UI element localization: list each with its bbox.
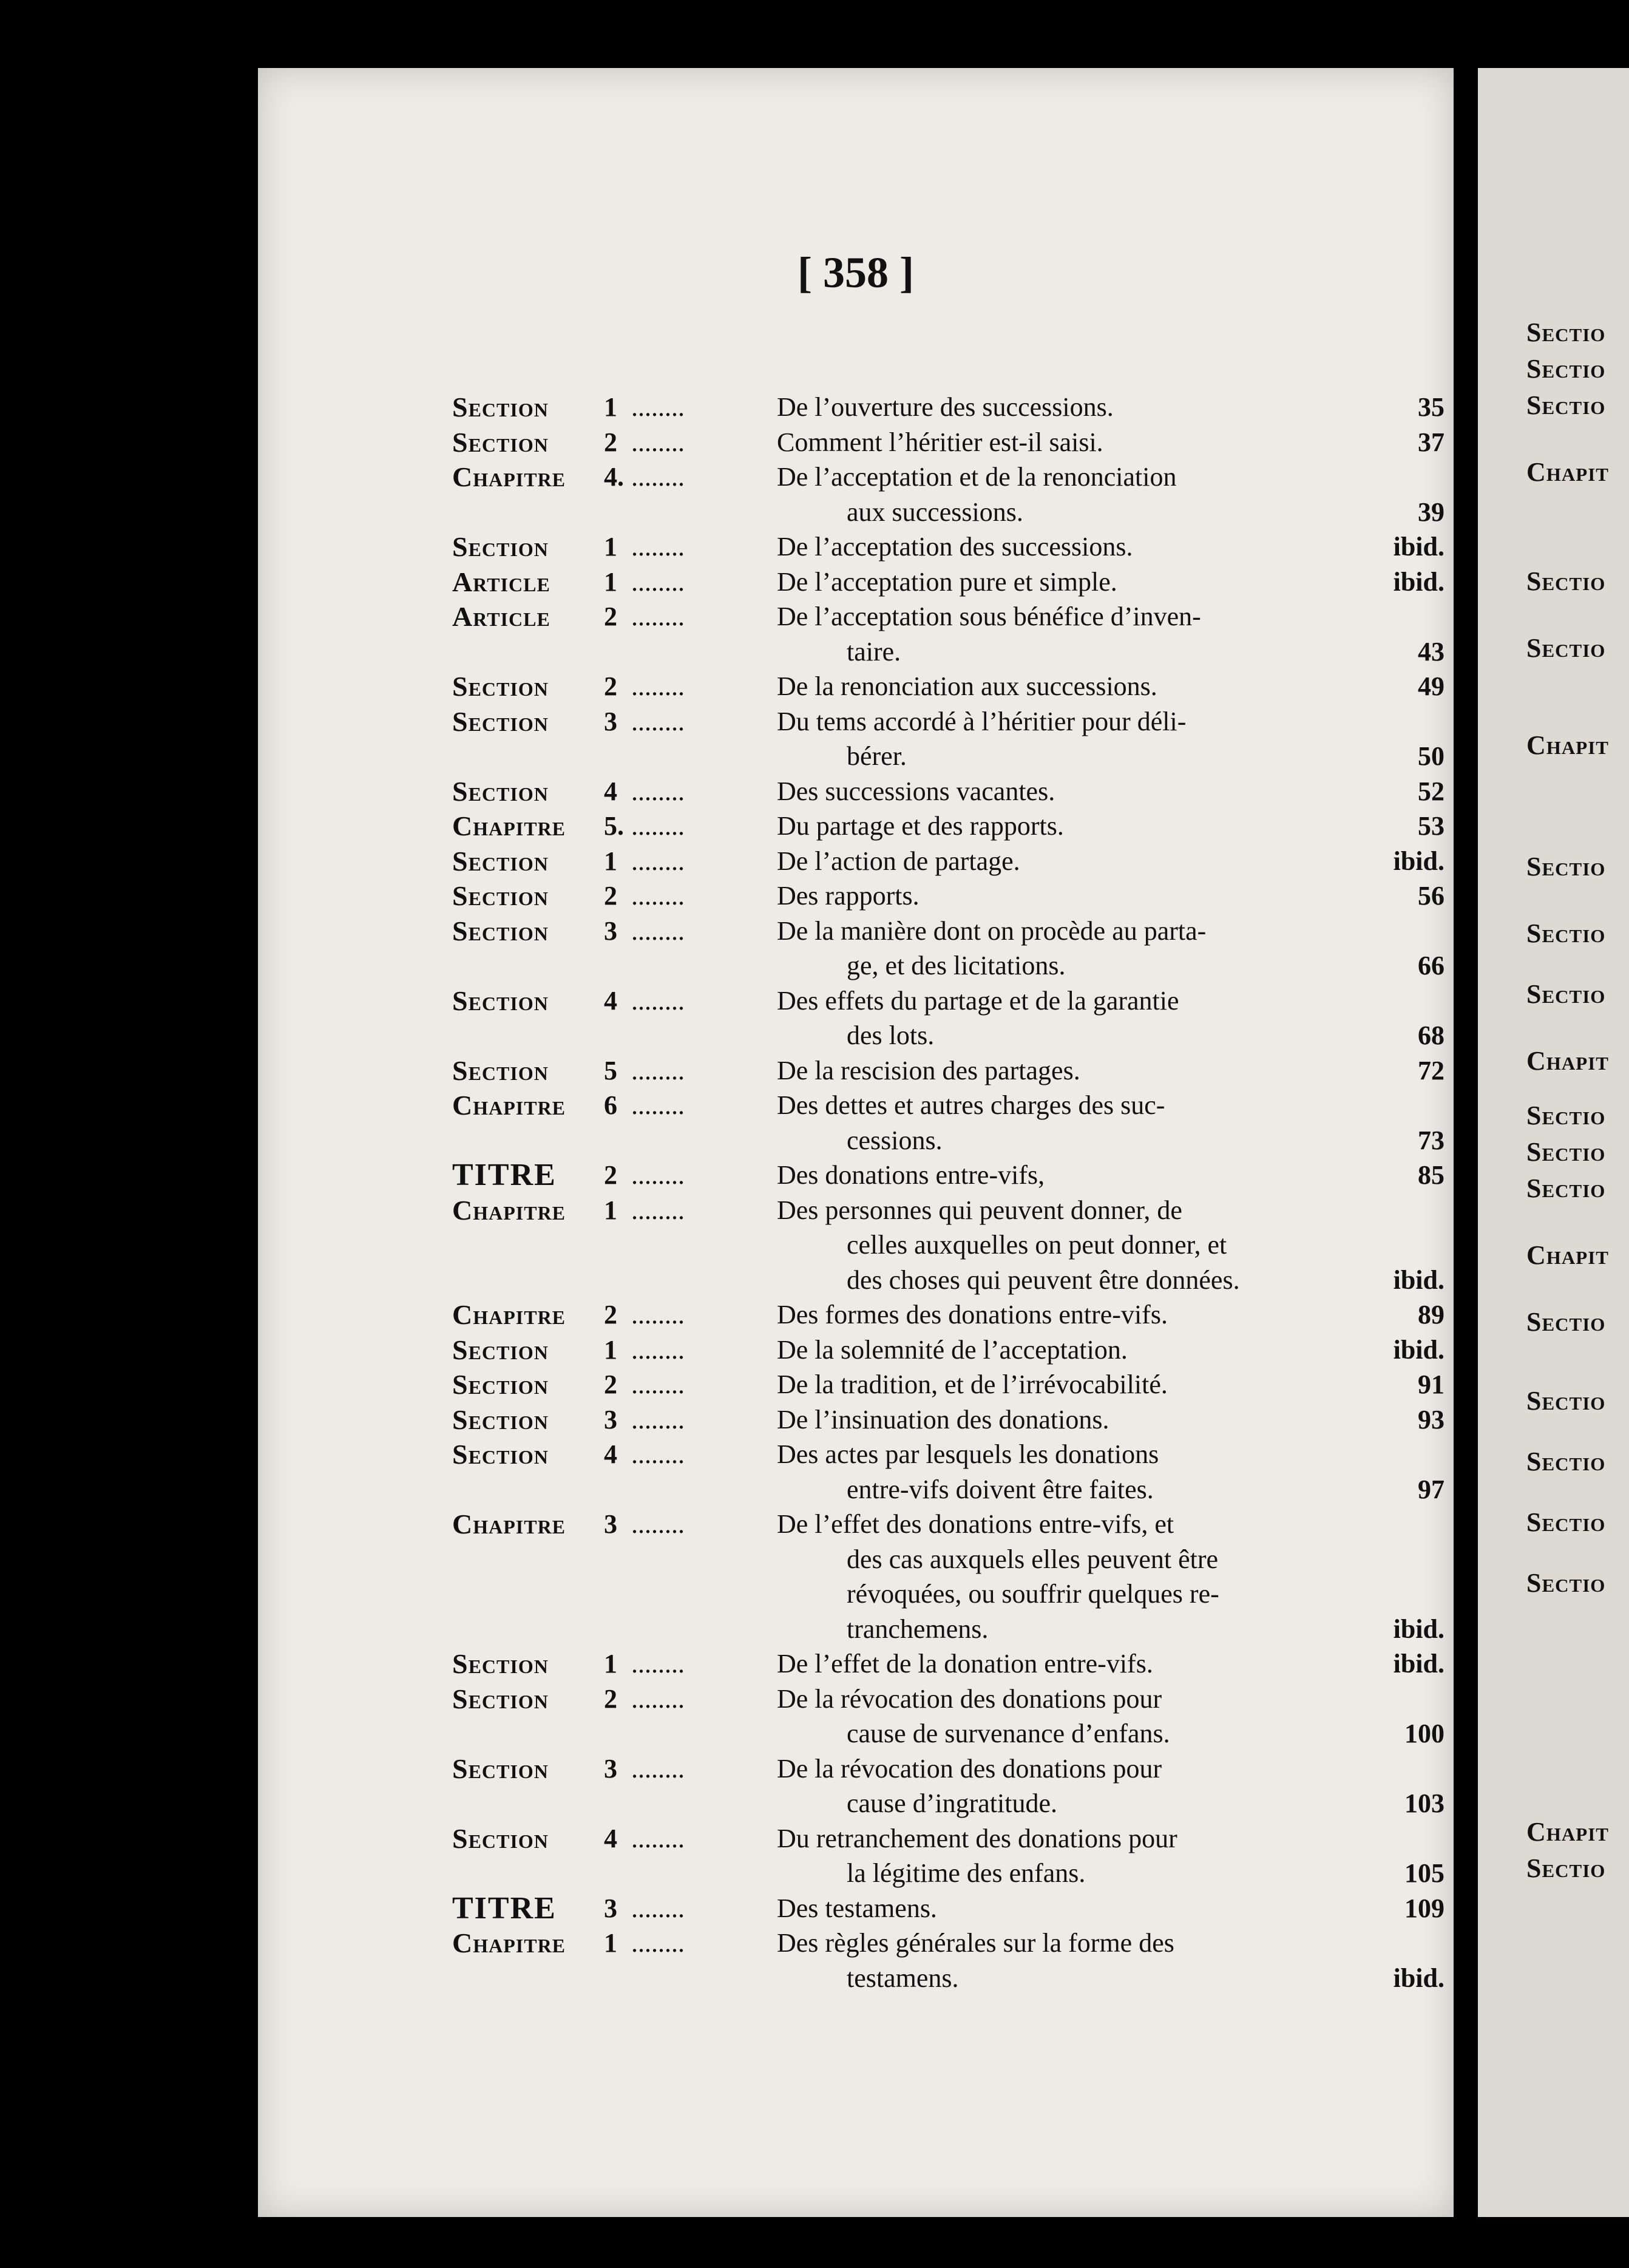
toc-entry-continuation xyxy=(452,1542,1444,1577)
toc-entry-page: 66 xyxy=(1418,951,1444,980)
facing-page-label: Sectio xyxy=(1526,566,1606,596)
leader-dots: ........ xyxy=(631,1439,685,1469)
toc-entry xyxy=(452,1088,1444,1123)
toc-entry-page: 109 xyxy=(1404,1893,1444,1923)
toc-entry-text: Des successions vacantes. xyxy=(777,776,1055,806)
toc-entry-label: Section xyxy=(452,426,549,458)
toc-entry-number: 2 xyxy=(604,881,617,911)
leader-dots: ........ xyxy=(631,706,685,736)
toc-entry-page: ibid. xyxy=(1393,1334,1444,1365)
toc-entry-continuation xyxy=(452,1227,1444,1263)
toc-entry-label: Section xyxy=(452,1369,549,1400)
toc-entry-number: 1 xyxy=(604,846,617,876)
toc-entry-text: De la manière dont on procède au parta- xyxy=(777,915,1207,946)
toc-entry-text: aux successions. xyxy=(847,497,1023,527)
toc-entry xyxy=(452,529,1444,565)
toc-entry-text: De l’action de partage. xyxy=(777,846,1020,876)
leader-dots: ........ xyxy=(631,427,685,457)
toc-entry-number: 1 xyxy=(604,1334,617,1365)
toc-entry xyxy=(452,1926,1444,1961)
facing-page-label: Sectio xyxy=(1526,354,1606,384)
toc-entry-page: ibid. xyxy=(1393,1649,1444,1679)
leader-dots: ........ xyxy=(631,462,685,492)
toc-entry-text: Du tems accordé à l’héritier pour déli- xyxy=(777,706,1187,736)
toc-entry-text: Des règles générales sur la forme des xyxy=(777,1928,1174,1958)
facing-page-label: Sectio xyxy=(1526,1853,1606,1883)
toc-entry xyxy=(452,1646,1444,1682)
toc-entry-number: 4 xyxy=(604,776,617,806)
toc-entry-text: révoquées, ou souffrir quelques re- xyxy=(847,1579,1219,1609)
toc-entry-text: testamens. xyxy=(847,1963,959,1993)
toc-entry-number: 4 xyxy=(604,1439,617,1469)
toc-entry-number: 1 xyxy=(604,1649,617,1679)
leader-dots: ........ xyxy=(631,1509,685,1539)
leader-dots: ........ xyxy=(631,1055,685,1085)
facing-page-label: Sectio xyxy=(1526,633,1606,663)
facing-page-label: Sectio xyxy=(1526,1307,1606,1337)
facing-page-label: Chapit xyxy=(1526,457,1609,487)
toc-entry-text: De l’acceptation des successions. xyxy=(777,532,1133,562)
toc-entry-number: 4 xyxy=(604,1823,617,1853)
leader-dots: ........ xyxy=(631,1893,685,1923)
toc-entry-number: 3 xyxy=(604,915,617,946)
toc-entry-label: Section xyxy=(452,775,549,807)
facing-page-label: Sectio xyxy=(1526,1507,1606,1537)
toc-entry-page: 85 xyxy=(1418,1160,1444,1190)
toc-entry-text: des cas auxquels elles peuvent être xyxy=(847,1544,1219,1574)
toc-entry-text: De la révocation des donations pour xyxy=(777,1753,1162,1784)
toc-entry-page: 72 xyxy=(1418,1055,1444,1085)
toc-entry xyxy=(452,565,1444,600)
toc-entry-text: cessions. xyxy=(847,1125,943,1155)
toc-entry-text: De la tradition, et de l’irrévocabilité. xyxy=(777,1370,1168,1399)
leader-dots: ........ xyxy=(631,1928,685,1958)
toc-entry-continuation xyxy=(452,1612,1444,1647)
toc-entry-continuation xyxy=(452,1716,1444,1751)
toc-entry xyxy=(452,460,1444,495)
facing-page-label: Chapit xyxy=(1526,1240,1609,1270)
toc-entry-label: Section xyxy=(452,1648,549,1679)
toc-entry xyxy=(452,1333,1444,1368)
leader-dots: ........ xyxy=(631,1090,685,1120)
facing-page-label: Sectio xyxy=(1526,1447,1606,1476)
toc-entry-page: 100 xyxy=(1404,1719,1444,1748)
toc-entry-label: Section xyxy=(452,915,549,946)
facing-page-edge xyxy=(1478,68,1629,2217)
toc-entry-text: De la rescision des partages. xyxy=(777,1055,1080,1085)
toc-entry-label: Chapitre xyxy=(452,1194,566,1226)
toc-entry-label: Section xyxy=(452,392,549,423)
toc-entry xyxy=(452,774,1444,809)
leader-dots: ........ xyxy=(631,1823,685,1853)
facing-page-label: Sectio xyxy=(1526,1137,1606,1167)
toc-entry-text: Des formes des donations entre-vifs. xyxy=(777,1300,1168,1329)
toc-entry-number: 4. xyxy=(604,462,624,492)
toc-entry-text: celles auxquelles on peut donner, et xyxy=(847,1230,1227,1260)
toc-entry-text: De l’acceptation pure et simple. xyxy=(777,566,1117,597)
toc-entry xyxy=(452,669,1444,704)
toc-entry-number: 2 xyxy=(604,1683,617,1714)
facing-page-label: Chapit xyxy=(1526,1046,1609,1076)
toc-entry xyxy=(452,599,1444,634)
toc-entry xyxy=(452,1158,1444,1193)
toc-entry-page: 50 xyxy=(1418,741,1444,771)
toc-entry-label: Section xyxy=(452,1439,549,1470)
toc-entry xyxy=(452,878,1444,914)
toc-entry-label: Section xyxy=(452,1683,549,1714)
toc-entry-page: 35 xyxy=(1418,392,1444,422)
toc-entry-text: Des personnes qui peuvent donner, de xyxy=(777,1195,1182,1225)
toc-entry xyxy=(452,1891,1444,1926)
toc-entry-page: 53 xyxy=(1418,811,1444,841)
leader-dots: ........ xyxy=(631,1300,685,1329)
toc-entry xyxy=(452,390,1444,425)
leader-dots: ........ xyxy=(631,811,685,841)
facing-page-label: Sectio xyxy=(1526,1173,1606,1203)
leader-dots: ........ xyxy=(631,1195,685,1225)
leader-dots: ........ xyxy=(631,602,685,631)
leader-dots: ........ xyxy=(631,881,685,911)
toc-entry-page: 91 xyxy=(1418,1370,1444,1399)
toc-entry xyxy=(452,983,1444,1019)
toc-entry-label: Section xyxy=(452,1334,549,1365)
toc-entry-label: Section xyxy=(452,1404,549,1435)
toc-entry-text: De la renonciation aux successions. xyxy=(777,671,1157,701)
toc-entry-number: 2 xyxy=(604,1300,617,1329)
toc-entry-text: Du retranchement des donations pour xyxy=(777,1823,1177,1853)
facing-page-label: Sectio xyxy=(1526,390,1606,420)
toc-entry-label: TITRE xyxy=(452,1890,557,1926)
toc-entry-number: 3 xyxy=(604,1893,617,1923)
toc-entry-text: Des effets du partage et de la garantie xyxy=(777,985,1179,1016)
toc-entry-label: Chapitre xyxy=(452,1927,566,1958)
toc-entry-page: 43 xyxy=(1418,636,1444,667)
toc-entry-page: 56 xyxy=(1418,881,1444,911)
leader-dots: ........ xyxy=(631,1370,685,1399)
toc-entry-continuation xyxy=(452,1472,1444,1507)
toc-entry-continuation xyxy=(452,1263,1444,1298)
toc-entry-continuation xyxy=(452,1961,1444,1996)
toc-entry xyxy=(452,425,1444,460)
toc-entry-text: entre-vifs doivent être faites. xyxy=(847,1474,1154,1504)
toc-entry-text: tranchemens. xyxy=(847,1614,989,1644)
toc-entry-page: 93 xyxy=(1418,1404,1444,1434)
toc-entry-label: Section xyxy=(452,671,549,702)
toc-entry-continuation xyxy=(452,1786,1444,1821)
facing-page-label: Sectio xyxy=(1526,1101,1606,1130)
facing-page-label: Chapit xyxy=(1526,1817,1609,1847)
toc-entry-number: 4 xyxy=(604,985,617,1016)
toc-entry xyxy=(452,1053,1444,1088)
leader-dots: ........ xyxy=(631,1753,685,1784)
toc-entry-page: 49 xyxy=(1418,671,1444,701)
toc-entry-continuation xyxy=(452,1018,1444,1053)
toc-entry-page: 52 xyxy=(1418,776,1444,806)
toc-entry-page: 73 xyxy=(1418,1125,1444,1155)
toc-entry-continuation xyxy=(452,495,1444,530)
toc-entry-page: 97 xyxy=(1418,1474,1444,1504)
toc-entry-page: ibid. xyxy=(1393,566,1444,597)
toc-entry-number: 2 xyxy=(604,427,617,457)
toc-entry xyxy=(452,1682,1444,1717)
toc-entry xyxy=(452,1507,1444,1542)
toc-entry-text: bérer. xyxy=(847,741,907,771)
toc-entry-text: Du partage et des rapports. xyxy=(777,811,1064,841)
facing-page-label: Sectio xyxy=(1526,1568,1606,1598)
toc-entry xyxy=(452,1367,1444,1402)
facing-page-label: Sectio xyxy=(1526,1386,1606,1416)
toc-entry-page: 103 xyxy=(1404,1788,1444,1818)
toc-entry-label: Section xyxy=(452,1753,549,1784)
leader-dots: ........ xyxy=(631,392,685,422)
toc-entry-continuation xyxy=(452,634,1444,670)
page-number: [ 358 ] xyxy=(798,248,914,297)
table-of-contents xyxy=(452,390,1629,1995)
facing-page-label: Chapit xyxy=(1526,730,1609,760)
toc-entry-number: 1 xyxy=(604,566,617,597)
toc-entry-number: 1 xyxy=(604,1928,617,1958)
toc-entry-text: Comment l’héritier est-il saisi. xyxy=(777,427,1103,457)
toc-entry-number: 2 xyxy=(604,1370,617,1399)
toc-entry-label: Section xyxy=(452,1054,549,1086)
leader-dots: ........ xyxy=(631,1649,685,1679)
toc-entry-text: taire. xyxy=(847,636,901,667)
toc-entry-text: la légitime des enfans. xyxy=(847,1858,1086,1888)
toc-entry-page: ibid. xyxy=(1393,1614,1444,1644)
toc-entry-label: Chapitre xyxy=(452,1509,566,1540)
toc-entry-label: Article xyxy=(452,601,550,632)
toc-entry xyxy=(452,1437,1444,1472)
book-page xyxy=(258,68,1454,2217)
leader-dots: ........ xyxy=(631,671,685,701)
toc-entry-number: 1 xyxy=(604,532,617,562)
toc-entry-number: 1 xyxy=(604,392,617,422)
facing-page-label: Sectio xyxy=(1526,979,1606,1009)
toc-entry-text: De l’acceptation sous bénéfice d’inven- xyxy=(777,602,1201,631)
facing-page-label: Sectio xyxy=(1526,852,1606,881)
toc-entry-label: Chapitre xyxy=(452,461,566,492)
toc-entry-page: 68 xyxy=(1418,1020,1444,1050)
toc-entry-page: 39 xyxy=(1418,497,1444,527)
toc-entry-text: Des testamens. xyxy=(777,1893,937,1923)
toc-entry-text: De l’acceptation et de la renonciation xyxy=(777,462,1177,492)
toc-entry-number: 5. xyxy=(604,811,624,841)
toc-entry-number: 2 xyxy=(604,1160,617,1190)
toc-entry xyxy=(452,1402,1444,1438)
toc-entry xyxy=(452,1821,1444,1856)
toc-entry xyxy=(452,809,1444,844)
leader-dots: ........ xyxy=(631,985,685,1016)
toc-entry-label: TITRE xyxy=(452,1158,557,1192)
toc-entry-number: 1 xyxy=(604,1195,617,1225)
toc-entry-number: 3 xyxy=(604,1404,617,1434)
toc-entry-continuation xyxy=(452,948,1444,983)
toc-entry-page: 105 xyxy=(1404,1858,1444,1888)
toc-entry-number: 3 xyxy=(604,706,617,736)
toc-entry-text: cause d’ingratitude. xyxy=(847,1788,1057,1818)
toc-entry-label: Section xyxy=(452,1822,549,1854)
toc-entry-text: Des rapports. xyxy=(777,881,919,911)
toc-entry-text: De l’ouverture des successions. xyxy=(777,392,1114,422)
toc-entry-text: ge, et des licitations. xyxy=(847,951,1066,980)
leader-dots: ........ xyxy=(631,1334,685,1365)
leader-dots: ........ xyxy=(631,566,685,597)
toc-entry-text: Des dettes et autres charges des suc- xyxy=(777,1090,1165,1120)
leader-dots: ........ xyxy=(631,1160,685,1190)
toc-entry xyxy=(452,844,1444,879)
toc-entry-label: Section xyxy=(452,845,549,877)
toc-entry-page: ibid. xyxy=(1393,1963,1444,1993)
toc-entry-label: Chapitre xyxy=(452,1299,566,1330)
toc-entry-label: Section xyxy=(452,880,549,911)
toc-entry-continuation xyxy=(452,1123,1444,1158)
toc-entry-label: Section xyxy=(452,531,549,562)
toc-entry-label: Article xyxy=(452,566,550,597)
toc-entry-page: ibid. xyxy=(1393,532,1444,562)
toc-entry-number: 2 xyxy=(604,671,617,701)
toc-entry-label: Chapitre xyxy=(452,1090,566,1121)
toc-entry-number: 2 xyxy=(604,602,617,631)
toc-entry-label: Section xyxy=(452,985,549,1016)
toc-entry-number: 6 xyxy=(604,1090,617,1120)
toc-entry xyxy=(452,914,1444,949)
toc-entry xyxy=(452,704,1444,739)
leader-dots: ........ xyxy=(631,915,685,946)
toc-entry-text: De l’effet des donations entre-vifs, et xyxy=(777,1509,1174,1539)
toc-entry-page: 89 xyxy=(1418,1300,1444,1329)
toc-entry-number: 5 xyxy=(604,1055,617,1085)
leader-dots: ........ xyxy=(631,1404,685,1434)
leader-dots: ........ xyxy=(631,1683,685,1714)
toc-entry-continuation xyxy=(452,1856,1444,1891)
toc-entry-continuation xyxy=(452,1577,1444,1612)
toc-entry-label: Chapitre xyxy=(452,810,566,841)
toc-entry-text: De l’insinuation des donations. xyxy=(777,1404,1109,1434)
toc-entry-text: des lots. xyxy=(847,1020,935,1050)
toc-entry-continuation xyxy=(452,739,1444,774)
toc-entry-label: Section xyxy=(452,705,549,737)
toc-entry-text: Des actes par lesquels les donations xyxy=(777,1439,1159,1469)
toc-entry xyxy=(452,1751,1444,1787)
toc-entry-text: De la révocation des donations pour xyxy=(777,1683,1162,1714)
facing-page-label: Sectio xyxy=(1526,317,1606,347)
toc-entry-number: 3 xyxy=(604,1753,617,1784)
toc-entry-page: ibid. xyxy=(1393,846,1444,876)
leader-dots: ........ xyxy=(631,776,685,806)
toc-entry-text: Des donations entre-vifs, xyxy=(777,1160,1045,1190)
toc-entry-text: cause de survenance d’enfans. xyxy=(847,1719,1170,1748)
toc-entry-text: De l’effet de la donation entre-vifs. xyxy=(777,1649,1153,1679)
toc-entry xyxy=(452,1193,1444,1228)
facing-page-label: Sectio xyxy=(1526,918,1606,948)
toc-entry-page: ibid. xyxy=(1393,1265,1444,1295)
toc-entry-number: 3 xyxy=(604,1509,617,1539)
leader-dots: ........ xyxy=(631,532,685,562)
toc-entry xyxy=(452,1297,1444,1333)
toc-entry-text: des choses qui peuvent être données. xyxy=(847,1265,1240,1295)
toc-entry-page: 37 xyxy=(1418,427,1444,457)
toc-entry-text: De la solemnité de l’acceptation. xyxy=(777,1334,1128,1365)
leader-dots: ........ xyxy=(631,846,685,876)
